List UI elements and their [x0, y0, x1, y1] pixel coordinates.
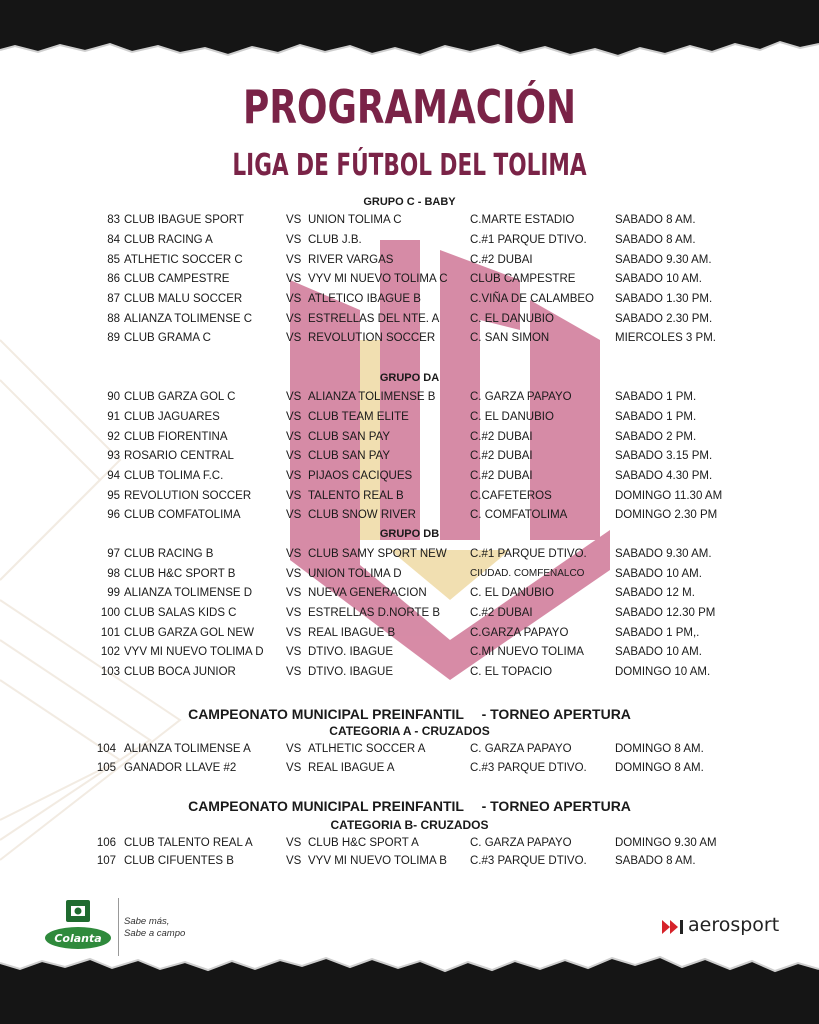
match-number: 87	[107, 293, 120, 305]
away-team: CLUB TEAM ELITE	[308, 411, 409, 423]
venue: C. EL TOPACIO	[470, 666, 553, 678]
vs-label: VS	[286, 234, 302, 246]
match-time: DOMINGO 8 AM.	[615, 762, 704, 774]
match-time: SABADO 1 PM.	[615, 391, 697, 403]
vs-label: VS	[286, 568, 302, 580]
match-time: DOMINGO 9.30 AM	[615, 837, 717, 849]
match-number: 89	[107, 332, 120, 344]
match-time: SABADO 12.30 PM	[615, 607, 716, 619]
match-number: 98	[107, 568, 120, 580]
match-number: 107	[96, 855, 116, 867]
vs-label: VS	[286, 743, 302, 755]
match-time: DOMINGO 8 AM.	[615, 743, 704, 755]
match-time: SABADO 3.15 PM.	[615, 450, 713, 462]
venue: C.#2 DUBAI	[470, 431, 533, 443]
vs-label: VS	[286, 666, 302, 678]
vs-label: VS	[286, 431, 302, 443]
match-time: SABADO 10 AM.	[615, 273, 702, 285]
match-row	[0, 759, 819, 777]
vs-label: VS	[286, 607, 302, 619]
home-team: CLUB RACING A	[124, 234, 213, 246]
venue: C. EL DANUBIO	[470, 587, 554, 599]
match-number: 101	[100, 627, 120, 639]
match-time: SABADO 8 AM.	[615, 234, 696, 246]
venue: CLUB CAMPESTRE	[470, 273, 576, 285]
category-heading: CATEGORIA B- CRUZADOS	[330, 818, 489, 832]
home-team: ALIANZA TOLIMENSE C	[124, 313, 253, 325]
venue: C.MARTE ESTADIO	[470, 214, 575, 226]
away-team: REAL IBAGUE A	[308, 762, 395, 774]
away-team: PIJAOS CACIQUES	[308, 470, 413, 482]
home-team: CLUB TOLIMA F.C.	[124, 470, 224, 482]
torn-paper-top	[0, 0, 819, 70]
vs-label: VS	[286, 470, 302, 482]
match-number: 102	[100, 646, 120, 658]
away-team: CLUB SAN PAY	[308, 450, 391, 462]
match-number: 88	[107, 313, 120, 325]
slogan-line: Sabe a campo	[124, 928, 186, 939]
match-time: SABADO 8 AM.	[615, 214, 696, 226]
home-team: ATLHETIC SOCCER C	[124, 254, 243, 266]
venue: C.#1 PARQUE DTIVO.	[470, 548, 587, 560]
group-heading: GRUPO C - BABY	[363, 196, 456, 208]
home-team: CLUB H&C SPORT B	[124, 568, 236, 580]
match-number: 86	[107, 273, 120, 285]
away-team: CLUB SAMY SPORT NEW	[308, 548, 447, 560]
away-team: REAL IBAGUE B	[308, 627, 396, 639]
page-title: PROGRAMACIÓN	[243, 80, 576, 134]
match-number: 91	[107, 411, 120, 423]
match-number: 96	[107, 509, 120, 521]
match-number: 94	[107, 470, 120, 482]
torn-paper-bottom	[0, 949, 819, 1024]
match-row	[0, 310, 819, 328]
home-team: CLUB GRAMA C	[124, 332, 211, 344]
venue: C.#3 PARQUE DTIVO.	[470, 855, 587, 867]
match-time: SABADO 8 AM.	[615, 855, 696, 867]
home-team: CLUB JAGUARES	[124, 411, 220, 423]
vs-label: VS	[286, 587, 302, 599]
championship-title: CAMPEONATO MUNICIPAL PREINFANTIL	[188, 798, 464, 814]
match-row	[0, 740, 819, 758]
match-time: SABADO 10 AM.	[615, 568, 702, 580]
match-row	[0, 290, 819, 308]
match-time: SABADO 1.30 PM.	[615, 293, 713, 305]
vs-label: VS	[286, 762, 302, 774]
away-team: ESTRELLAS D.NORTE B	[308, 607, 441, 619]
match-number: 95	[107, 490, 120, 502]
venue: C. EL DANUBIO	[470, 313, 554, 325]
away-team: RIVER VARGAS	[308, 254, 394, 266]
home-team: CLUB MALU SOCCER	[124, 293, 243, 305]
home-team: CLUB CIFUENTES B	[124, 855, 234, 867]
match-row	[0, 251, 819, 269]
match-time: SABADO 12 M.	[615, 587, 695, 599]
match-row	[0, 545, 819, 563]
group-heading: GRUPO DB	[379, 528, 440, 540]
away-team: VYV MI NUEVO TOLIMA B	[308, 855, 447, 867]
match-number: 93	[107, 450, 120, 462]
match-row	[0, 388, 819, 406]
vs-label: VS	[286, 490, 302, 502]
home-team: REVOLUTION SOCCER	[124, 490, 252, 502]
tournament-title: - TORNEO APERTURA	[481, 706, 631, 722]
away-team: CLUB SAN PAY	[308, 431, 391, 443]
away-team: VYV MI NUEVO TOLIMA C	[308, 273, 448, 285]
match-row	[0, 329, 819, 347]
home-team: CLUB GARZA GOL C	[124, 391, 236, 403]
venue: C.#2 DUBAI	[470, 254, 533, 266]
away-team: UNION TOLIMA C	[308, 214, 402, 226]
venue: C.#2 DUBAI	[470, 607, 533, 619]
home-team: CLUB FIORENTINA	[124, 431, 228, 443]
venue: C.MI NUEVO TOLIMA	[470, 646, 584, 658]
match-row	[0, 231, 819, 249]
match-time: SABADO 4.30 PM.	[615, 470, 713, 482]
away-team: DTIVO. IBAGUE	[308, 666, 393, 678]
match-time: SABADO 2 PM.	[615, 431, 697, 443]
away-team: TALENTO REAL B	[308, 490, 404, 502]
vs-label: VS	[286, 254, 302, 266]
match-time: MIERCOLES 3 PM.	[615, 332, 716, 344]
venue: C. GARZA PAPAYO	[470, 837, 572, 849]
vs-label: VS	[286, 548, 302, 560]
vs-label: VS	[286, 855, 302, 867]
home-team: GANADOR LLAVE #2	[124, 762, 237, 774]
match-number: 103	[100, 666, 120, 678]
match-number: 90	[107, 391, 120, 403]
match-row	[0, 624, 819, 642]
home-team: CLUB GARZA GOL NEW	[124, 627, 254, 639]
home-team: ALIANZA TOLIMENSE A	[124, 743, 251, 755]
home-team: CLUB SALAS KIDS C	[124, 607, 237, 619]
away-team: CLUB J.B.	[308, 234, 362, 246]
away-team: CLUB H&C SPORT A	[308, 837, 419, 849]
fast-forward-icon	[662, 920, 688, 934]
match-row	[0, 834, 819, 852]
venue: C.#1 PARQUE DTIVO.	[470, 234, 587, 246]
away-team: ATLHETIC SOCCER A	[308, 743, 426, 755]
venue: C. SAN SIMON	[470, 332, 550, 344]
vs-label: VS	[286, 837, 302, 849]
match-number: 83	[107, 214, 120, 226]
away-team: REVOLUTION SOCCER	[308, 332, 436, 344]
away-team: ATLETICO IBAGUE B	[308, 293, 421, 305]
venue: C.CAFETEROS	[470, 490, 552, 502]
page-subtitle: LIGA DE FÚTBOL DEL TOLIMA	[232, 148, 587, 183]
vs-label: VS	[286, 214, 302, 226]
home-team: CLUB COMFATOLIMA	[124, 509, 241, 521]
vs-label: VS	[286, 391, 302, 403]
slogan-line: Sabe más,	[124, 916, 170, 927]
match-row	[0, 487, 819, 505]
aerosport-wordmark: aerosport	[688, 914, 780, 936]
match-time: DOMINGO 2.30 PM	[615, 509, 718, 521]
group-heading: GRUPO DA	[379, 372, 440, 384]
home-team: VYV MI NUEVO TOLIMA D	[124, 646, 264, 658]
match-row	[0, 643, 819, 661]
match-number: 84	[107, 234, 120, 246]
sponsor-slogan	[124, 916, 185, 940]
away-team: DTIVO. IBAGUE	[308, 646, 393, 658]
svg-text:Colanta: Colanta	[54, 932, 102, 945]
venue: C. EL DANUBIO	[470, 411, 554, 423]
match-row	[0, 565, 819, 583]
vs-label: VS	[286, 450, 302, 462]
match-row	[0, 584, 819, 602]
match-row	[0, 447, 819, 465]
match-time: SABADO 10 AM.	[615, 646, 702, 658]
match-row	[0, 663, 819, 681]
away-team: UNION TOLIMA D	[308, 568, 402, 580]
vs-label: VS	[286, 313, 302, 325]
match-row	[0, 408, 819, 426]
match-time: SABADO 2.30 PM.	[615, 313, 713, 325]
match-number: 106	[96, 837, 116, 849]
colanta-logo	[44, 900, 114, 952]
match-time: SABADO 1 PM.	[615, 411, 697, 423]
away-team: CLUB SNOW RIVER	[308, 509, 416, 521]
match-number: 104	[96, 743, 116, 755]
match-time: SABADO 9.30 AM.	[615, 548, 712, 560]
championship-heading	[0, 706, 819, 722]
venue: C. GARZA PAPAYO	[470, 743, 572, 755]
home-team: CLUB BOCA JUNIOR	[124, 666, 236, 678]
home-team: ALIANZA TOLIMENSE D	[124, 587, 253, 599]
vs-label: VS	[286, 627, 302, 639]
venue: C.#3 PARQUE DTIVO.	[470, 762, 587, 774]
home-team: CLUB IBAGUE SPORT	[124, 214, 244, 226]
venue: C. COMFATOLIMA	[470, 509, 568, 521]
vs-label: VS	[286, 332, 302, 344]
match-number: 100	[100, 607, 120, 619]
match-row	[0, 211, 819, 229]
category-heading: CATEGORIA A - CRUZADOS	[329, 724, 490, 738]
match-number: 105	[96, 762, 116, 774]
home-team: CLUB RACING B	[124, 548, 214, 560]
championship-title: CAMPEONATO MUNICIPAL PREINFANTIL	[188, 706, 464, 722]
match-number: 97	[107, 548, 120, 560]
tournament-title: - TORNEO APERTURA	[481, 798, 631, 814]
home-team: CLUB TALENTO REAL A	[124, 837, 253, 849]
match-time: SABADO 9.30 AM.	[615, 254, 712, 266]
away-team: NUEVA GENERACION	[308, 587, 427, 599]
match-number: 99	[107, 587, 120, 599]
venue: C. GARZA PAPAYO	[470, 391, 572, 403]
match-time: DOMINGO 11.30 AM	[615, 490, 723, 502]
vs-label: VS	[286, 273, 302, 285]
away-team: ESTRELLAS DEL NTE. A	[308, 313, 440, 325]
match-time: DOMINGO 10 AM.	[615, 666, 711, 678]
vs-label: VS	[286, 509, 302, 521]
venue: C.#2 DUBAI	[470, 450, 533, 462]
match-time: SABADO 1 PM,.	[615, 627, 700, 639]
venue: C.VIÑA DE CALAMBEO	[470, 293, 594, 305]
venue: C.GARZA PAPAYO	[470, 627, 569, 639]
match-row	[0, 270, 819, 288]
footer-divider	[118, 898, 119, 956]
home-team: ROSARIO CENTRAL	[124, 450, 234, 462]
vs-label: VS	[286, 411, 302, 423]
championship-heading	[0, 798, 819, 814]
match-number: 92	[107, 431, 120, 443]
match-row	[0, 428, 819, 446]
home-team: CLUB CAMPESTRE	[124, 273, 230, 285]
match-row	[0, 467, 819, 485]
venue: C.#2 DUBAI	[470, 470, 533, 482]
vs-label: VS	[286, 646, 302, 658]
match-row	[0, 506, 819, 524]
away-team: ALIANZA TOLIMENSE B	[308, 391, 436, 403]
match-number: 85	[107, 254, 120, 266]
venue: CIUDAD. COMFENALCO	[470, 568, 585, 579]
match-row	[0, 604, 819, 622]
vs-label: VS	[286, 293, 302, 305]
match-row	[0, 852, 819, 870]
